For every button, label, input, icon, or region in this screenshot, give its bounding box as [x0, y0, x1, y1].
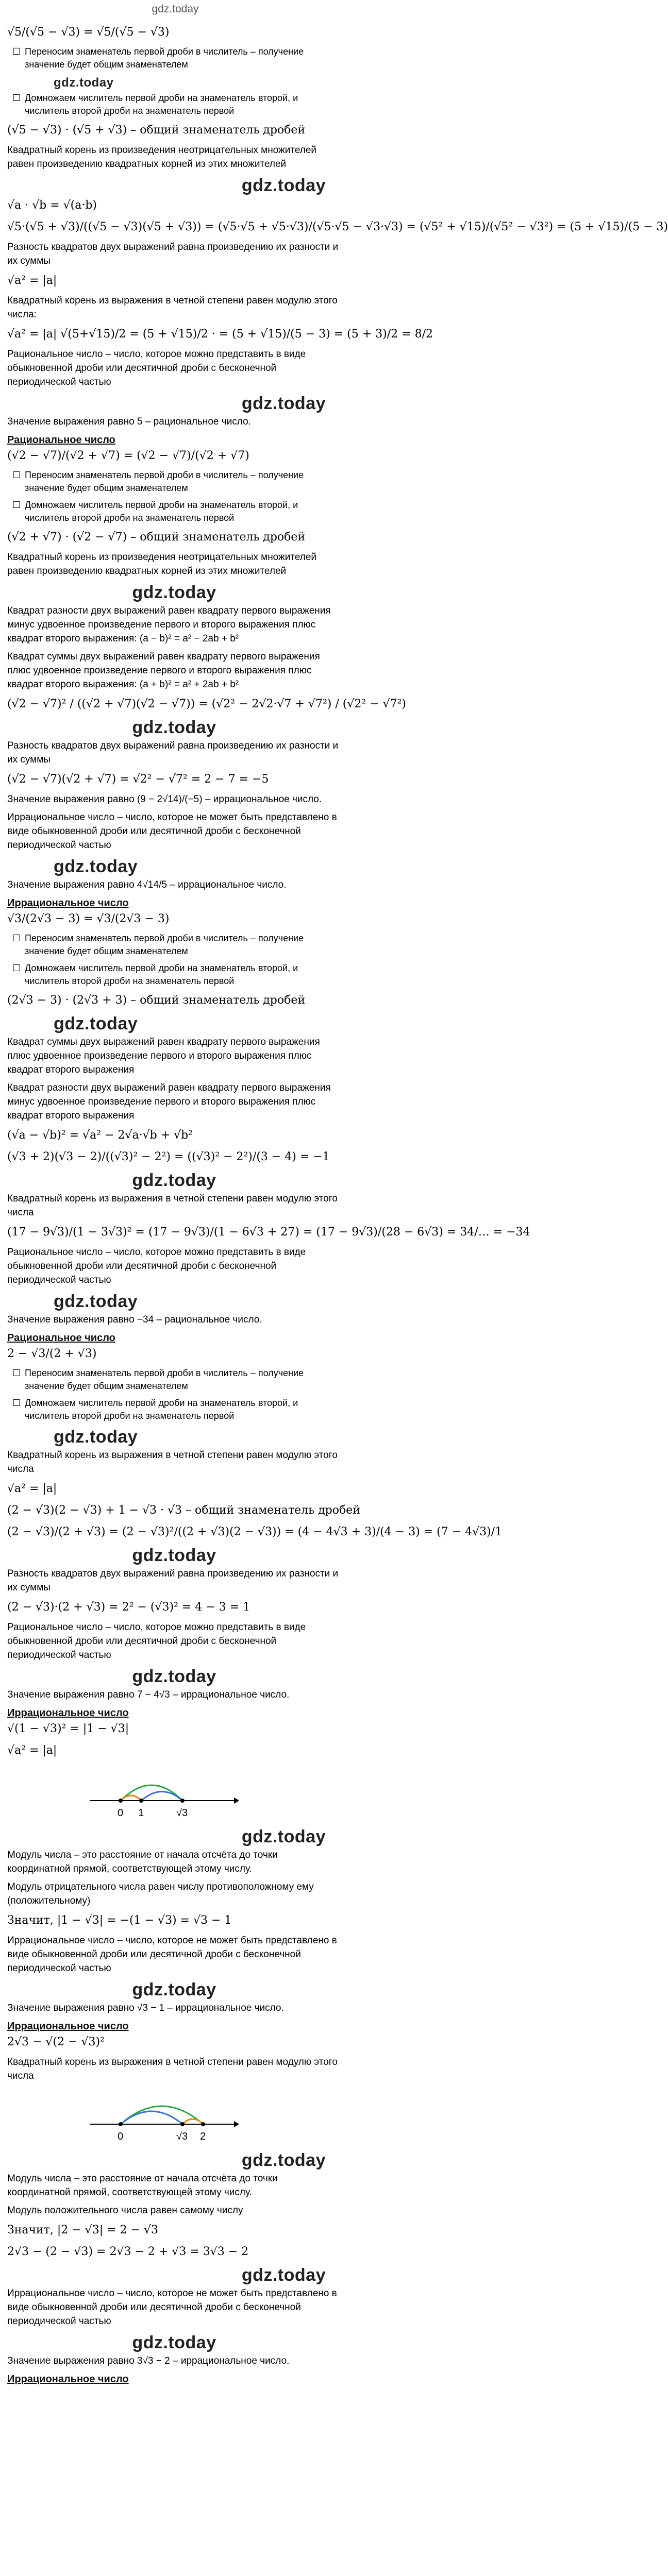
explanation: Рациональное число – число, которое можно представить в виде обыкновенной дроби или десятичной дроби с бесконечной периодической частью	[7, 349, 306, 387]
explanation: Иррациональное число – число, которое не может быть представлено в виде обыкновенной дроби или десятичной дроби с бесконечной периодической частью	[7, 1935, 337, 1974]
note-text: Домножаем числитель первой дроби на знаменатель второй, и числитель второй дроби на знаменатель первой	[25, 93, 298, 116]
expression: √a · √b = √(a·b)	[7, 199, 97, 212]
explanation: Разность квадратов двух выражений равна произведению их разности и их суммы	[7, 740, 339, 765]
expression: (2 − √3)/(2 + √3) = (2 − √3)²/((2 + √3)(2 − √3)) = (4 − 4√3 + 3)/(4 − 3) = (7 − 4√3)/1	[7, 1526, 503, 1538]
note	[7, 92, 341, 117]
expression: (√a − √b)² = √a² − 2√a·√b + √b²	[7, 1129, 193, 1142]
bullet-icon: ☐	[12, 500, 21, 510]
expression: (2 − √3)·(2 + √3) = 2² − (√3)² = 4 − 3 = 1	[7, 1601, 250, 1614]
arc-green	[121, 1785, 182, 1801]
watermark: gdz.today	[54, 857, 138, 876]
expression: √a² = |a|	[7, 1744, 57, 1757]
answer: Значение выражения равно −34 – рациональное число.	[7, 1314, 262, 1325]
watermark: gdz.today	[132, 718, 216, 737]
expression: √3/(2√3 − 3) = √3/(2√3 − 3)	[7, 912, 170, 925]
watermark: gdz.today	[132, 1171, 216, 1190]
explanation: Разность квадратов двух выражений равна произведению их разности и их суммы	[7, 1568, 339, 1593]
explanation: Квадрат разности двух выражений равен квадрату первого выражения минус удвоенное произведение первого и второго выражения плюс квадрат второго выражения: (a − b)² = a² − 2ab + b²	[7, 605, 331, 644]
point-root3	[180, 2122, 185, 2126]
note	[7, 962, 341, 988]
arc-orange	[121, 1795, 141, 1801]
watermark: gdz.today	[54, 1292, 138, 1311]
explanation: Квадрат суммы двух выражений равен квадрату первого выражения плюс удвоенное произведение первого и второго выражения плюс квадрат второго выражения: (a + b)² = a² + 2ab + b²	[7, 651, 320, 690]
expression: √a² = |a|	[7, 1482, 57, 1495]
watermark: gdz.today	[241, 176, 326, 195]
expression: Значит, |1 − √3| = −(1 − √3) = √3 − 1	[7, 1914, 232, 1927]
note-text: Переносим знаменатель первой дроби в числитель – получение значение будет общим знаменателем	[25, 470, 304, 493]
arc-orange	[182, 2119, 203, 2124]
note-text: Переносим знаменатель первой дроби в числитель – получение значение будет общим знаменателем	[25, 46, 304, 70]
explanation: Иррациональное число – число, которое не может быть представлено в виде обыкновенной дроби или десятичной дроби с бесконечной периодической частью	[7, 812, 337, 851]
expression: √a² = |a| √(5+√15)/2 = (5 + √15)/2 · = (5 + √15)/(5 − 3) = (5 + 3)/2 = 8/2	[7, 328, 433, 341]
note-text: Домножаем числитель первой дроби на знаменатель второй, и числитель второй дроби на знаменатель первой	[25, 500, 298, 523]
answer: Значение выражения равно (9 − 2√14)/(−5) – иррациональное число.	[7, 794, 322, 805]
expression: (√3 + 2)(√3 − 2)/((√3)² − 2²) = ((√3)² − 2²)/(3 − 4) = −1	[7, 1150, 330, 1163]
answer: Значение выражения равно 4√14/5 – иррациональное число.	[7, 879, 287, 890]
watermark: gdz.today	[132, 583, 216, 602]
note-text: Домножаем числитель первой дроби на знаменатель второй, и числитель второй дроби на знаменатель первой	[25, 963, 298, 986]
explanation: Квадратный корень из произведения неотрицательных множителей равен произведению квадратных корней из этих множителей	[7, 145, 317, 170]
explanation: Квадрат суммы двух выражений равен квадрату первого выражения плюс удвоенное произведение первого и второго выражения плюс квадрат второго выражения	[7, 1037, 320, 1075]
explanation: Иррациональное число – число, которое не может быть представлено в виде обыкновенной дроби или десятичной дроби с бесконечной периодической частью	[7, 2288, 337, 2327]
answer: Значение выражения равно 5 – рациональное число.	[7, 416, 251, 427]
explanation: Квадратный корень из выражения в четной степени равен модулю этого числа	[7, 1193, 338, 1218]
answer-heading: Иррациональное число	[7, 897, 129, 909]
explanation: Квадратный корень из выражения в четной степени равен модулю этого числа	[7, 1450, 338, 1475]
watermark: gdz.today	[132, 1667, 216, 1686]
expression: √5·(√5 + √3)/((√5 − √3)(√5 + √3)) = (√5·√5 + √5·√3)/(√5·√5 − √3·√3) = (√5² + √15)/(√5² − √3²) = (5 + √15)/(5 − 3)	[7, 221, 668, 233]
expression: 2 − √3/(2 + √3)	[7, 1347, 97, 1360]
explanation: Модуль числа – это расстояние от начала отсчёта до точки координатной прямой, соответствующей этому числу.	[7, 1850, 278, 1874]
label-zero: 0	[118, 1807, 124, 1819]
watermark: gdz.today	[241, 2150, 326, 2170]
arc-blue	[121, 2111, 182, 2124]
answer-heading: Иррациональное число	[7, 2021, 129, 2032]
point-two	[201, 2122, 205, 2126]
expression: (√2 − √7)² / ((√2 + √7)(√2 − √7)) = (√2² − 2√2·√7 + √7²) / (√2² − √7²)	[7, 698, 407, 710]
expression: (√5 − √3) · (√5 + √3) – общий знаменатель дробей	[7, 124, 306, 137]
note-text: Домножаем числитель первой дроби на знаменатель второй, и числитель второй дроби на знаменатель первой	[25, 1398, 298, 1421]
explanation: Модуль числа – это расстояние от начала отсчёта до точки координатной прямой, соответствующей этому числу.	[7, 2173, 278, 2198]
note	[7, 932, 341, 958]
answer-heading: Рациональное число	[7, 434, 115, 446]
note	[7, 45, 341, 71]
solution-document	[7, 24, 668, 2386]
explanation: Квадратный корень из произведения неотрицательных множителей равен произведению квадратных корней из этих множителей	[7, 552, 317, 577]
expression: (17 − 9√3)/(1 − 3√3)² = (17 − 9√3)/(1 − 6√3 + 27) = (17 − 9√3)/(28 − 6√3) = 34/… = −34	[7, 1226, 530, 1239]
explanation: Квадратный корень из выражения в четной степени равен модулю этого числа	[7, 2057, 338, 2081]
watermark: gdz.today	[54, 1427, 138, 1447]
note	[7, 1367, 341, 1393]
answer-heading: Иррациональное число	[7, 1707, 129, 1719]
expression: Значит, |2 − √3| = 2 − √3	[7, 2224, 158, 2236]
arc-blue	[141, 1792, 182, 1801]
watermark: gdz.today	[132, 1980, 216, 1999]
note	[7, 499, 341, 524]
bullet-icon: ☐	[12, 1368, 21, 1378]
note	[7, 1397, 341, 1422]
explanation: Квадратный корень из выражения в четной степени равен модулю этого числа:	[7, 295, 338, 320]
point-root3	[180, 1799, 185, 1803]
arrow-icon	[234, 2121, 239, 2127]
label-zero: 0	[118, 2131, 124, 2142]
bullet-icon: ☐	[12, 963, 21, 973]
explanation: Рациональное число – число, которое можно представить в виде обыкновенной дроби или десятичной дроби с бесконечной периодической частью	[7, 1622, 306, 1660]
bullet-icon: ☐	[12, 933, 21, 943]
expression: (√2 − √7)/(√2 + √7) = (√2 − √7)/(√2 + √7)	[7, 449, 249, 462]
expression: (2 − √3)(2 − √3) + 1 − √3 · √3 – общий знаменатель дробей	[7, 1504, 360, 1517]
label-two: 2	[200, 2131, 206, 2142]
explanation: Модуль положительного числа равен самому числу	[7, 2205, 243, 2216]
arrow-icon	[234, 1798, 239, 1804]
label-root3: √3	[176, 1807, 188, 1819]
answer-heading: Рациональное число	[7, 1332, 115, 1344]
number-line-2	[85, 2088, 239, 2145]
point-one	[139, 1799, 143, 1803]
watermark: gdz.today	[241, 2265, 326, 2285]
point-zero	[119, 2122, 123, 2126]
note	[7, 469, 341, 495]
explanation: Разность квадратов двух выражений равна произведению их разности и их суммы	[7, 242, 339, 266]
watermark: gdz.today	[241, 1827, 326, 1846]
label-root3: √3	[176, 2131, 188, 2142]
point-zero	[119, 1799, 123, 1803]
answer: Значение выражения равно 7 − 4√3 – иррациональное число.	[7, 1689, 290, 1700]
explanation: Рациональное число – число, которое можно представить в виде обыкновенной дроби или десятичной дроби с бесконечной периодической частью	[7, 1247, 306, 1285]
watermark: gdz.today	[132, 1546, 216, 1565]
watermark: gdz.today	[54, 76, 114, 90]
expression: 2√3 − (2 − √3) = 2√3 − 2 + √3 = 3√3 − 2	[7, 2245, 249, 2258]
answer: Значение выражения равно √3 − 1 – иррациональное число.	[7, 2003, 284, 2013]
note-text: Переносим знаменатель первой дроби в числитель – получение значение будет общим знаменателем	[25, 933, 304, 956]
answer: Значение выражения равно 3√3 − 2 – иррациональное число.	[7, 2355, 290, 2366]
bullet-icon: ☐	[12, 1398, 21, 1408]
explanation: Модуль отрицательного числа равен числу противоположному ему (положительному)	[7, 1882, 314, 1906]
label-one: 1	[138, 1807, 144, 1819]
expression: (√2 + √7) · (√2 − √7) – общий знаменатель дробей	[7, 531, 306, 544]
bullet-icon: ☐	[12, 93, 21, 103]
watermark: gdz.today	[54, 1014, 138, 1033]
explanation: Квадрат разности двух выражений равен квадрату первого выражения минус удвоенное произведение первого и второго выражения плюс квадрат второго выражения	[7, 1082, 331, 1121]
note-text: Переносим знаменатель первой дроби в числитель – получение значение будет общим знаменателем	[25, 1368, 304, 1391]
bullet-icon: ☐	[12, 470, 21, 480]
expression: √(1 − √3)² = |1 − √3|	[7, 1722, 129, 1735]
expression: √5/(√5 − √3) = √5/(√5 − √3)	[7, 26, 170, 39]
expression: (√2 − √7)(√2 + √7) = √2² − √7² = 2 − 7 = −5	[7, 773, 269, 786]
number-line-1	[85, 1765, 239, 1821]
expression: (2√3 − 3) · (2√3 + 3) – общий знаменатель дробей	[7, 994, 306, 1007]
site-top-label[interactable]: gdz.today	[152, 3, 199, 15]
expression: 2√3 − √(2 − √3)²	[7, 2036, 105, 2048]
bullet-icon: ☐	[12, 46, 21, 57]
answer-heading: Иррациональное число	[7, 2374, 129, 2385]
watermark: gdz.today	[132, 2333, 216, 2352]
expression: √a² = |a|	[7, 274, 57, 287]
watermark: gdz.today	[241, 394, 326, 413]
